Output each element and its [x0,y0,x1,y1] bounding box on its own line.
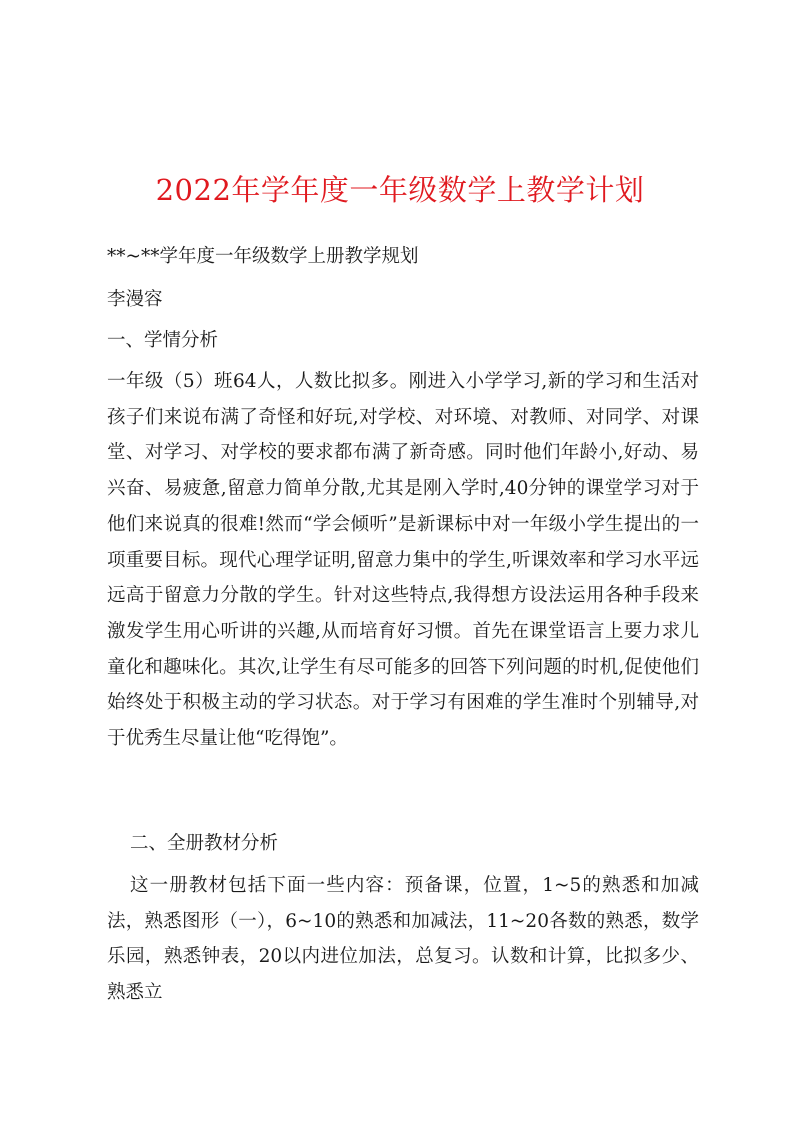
section-heading-textbook-analysis: 二、全册教材分析 [130,833,279,854]
author-name: 李漫容 [107,289,163,310]
section-body-learning-analysis: 一年级（5）班64人，人数比拟多。刚进入小学学习,新的学习和生活对孩子们来说布满了奇怪和好玩,对学校、对环境、对教师、对同学、对课堂、对学习、对学校的要求都布满了新奇感。同时他们年龄小,好动、易兴奋、易疲惫,留意力简单分散,尤其是刚入学时,40分钟的课堂学习对于他们来说真的很难!然而“学会倾听”是新课标中对一年级小学生提出的一项重要目标。现代心理学证明,留意力集中的学生,听课效率和学习水平远远高于留意力分散的学生。针对这些特点,我得想方设法运用各种手段来激发学生用心听讲的兴趣,从而培育好习惯。首先在课堂语言上要力求儿童化和趣味化。其次,让学生有尽可能多的回答下列问题的时机,促使他们始终处于积极主动的学习状态。对于学习有困难的学生准时个别辅导,对于优秀生尽量让他“吃得饱”。 [107,371,699,750]
document-subtitle: **~**学年度一年级数学上册教学规划 [107,246,419,267]
document-title: 2022年学年度一年级数学上教学计划 [155,173,645,207]
section-body-textbook-analysis: 这一册教材包括下面一些内容：预备课，位置，1~5的熟悉和加减法，熟悉图形（一），6~10的熟悉和加减法，11~20各数的熟悉，数学乐园，熟悉钟表，20以内进位加法，总复习。认数和计算，比拟多少、熟悉立 [107,875,699,1004]
section-heading-learning-analysis: 一、学情分析 [107,330,219,351]
